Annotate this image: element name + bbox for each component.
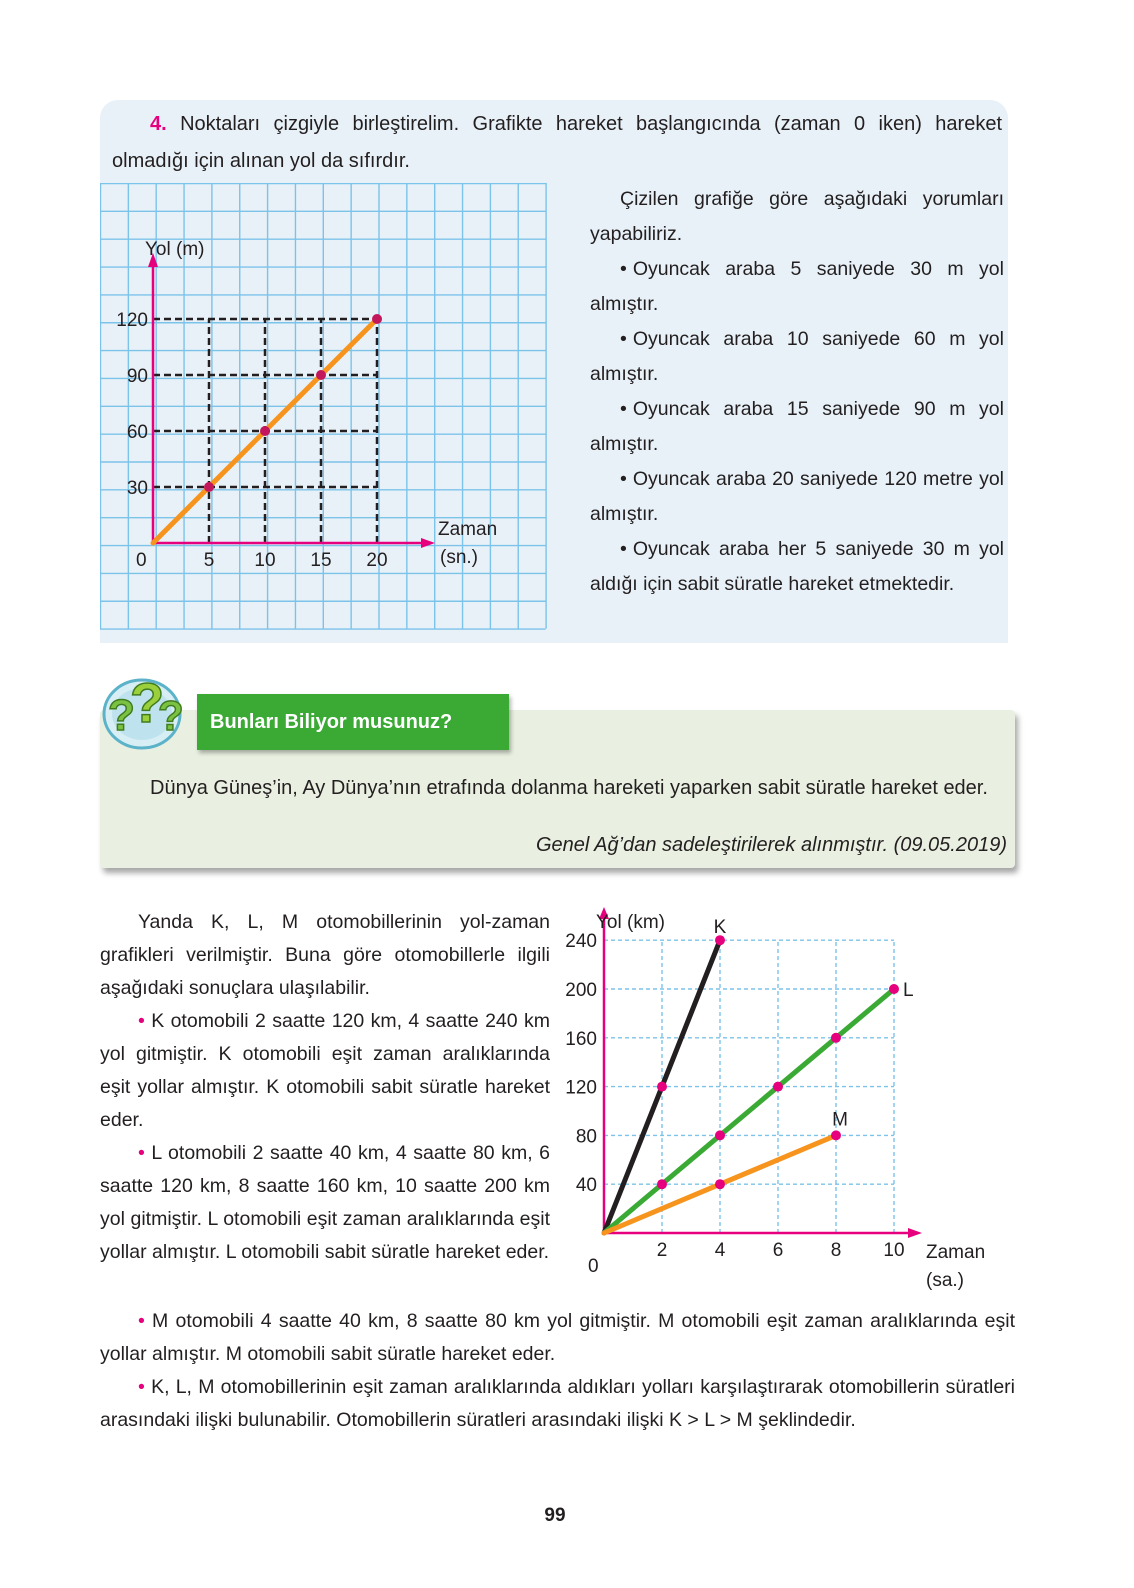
bullet-icon: • — [138, 1142, 145, 1164]
graph-comments — [590, 182, 1004, 602]
comment-bullet: Oyuncak araba 20 saniyede 120 metre yol almıştır. — [590, 468, 1004, 525]
section-4-intro — [112, 106, 1002, 180]
series-label-k: K — [713, 917, 727, 939]
data-point — [831, 1130, 841, 1140]
data-point — [316, 370, 326, 380]
comment-bullet: Oyuncak araba 10 saniyede 60 m yol almıştır. — [590, 328, 1004, 385]
cars-explanation — [100, 906, 550, 1269]
x-tick-label: 15 — [310, 550, 332, 571]
y-tick-label: 80 — [575, 1126, 597, 1148]
y-axis-label: Yol (km) — [596, 912, 665, 933]
comment-bullet: Oyuncak araba 5 saniyede 30 m yol almıştır. — [590, 258, 1004, 315]
origin-label: 0 — [588, 1256, 599, 1277]
distance-time-graph-toy-car — [100, 183, 550, 630]
question-marks-icon — [100, 672, 192, 752]
bullet-icon: • — [138, 1310, 145, 1332]
bullet-icon: • — [620, 538, 627, 560]
bullet-icon: • — [620, 468, 627, 490]
data-point — [260, 426, 270, 436]
series-label-m: M — [832, 1109, 848, 1131]
y-tick-label: 40 — [575, 1175, 597, 1197]
series-line-l — [604, 989, 894, 1233]
did-you-know-body: Dünya Güneş’in, Ay Dünya’nın etrafında dolanma hareketi yaparken sabit süratle hareket eder. — [150, 777, 988, 799]
x-axis-arrow-icon — [421, 538, 435, 548]
x-axis-arrow-icon — [908, 1228, 922, 1238]
cars-intro: Yanda K, L, M otomobillerinin yol-zaman grafikleri verilmiştir. Buna göre otomobillerle ilgili aşağıdaki sonuçlara ulaşılabilir. — [100, 911, 550, 999]
x-tick-label: 4 — [714, 1240, 726, 1261]
y-tick-label: 120 — [116, 310, 148, 331]
bullet-compare: K, L, M otomobillerinin eşit zaman aralıklarında aldıkları yolları karşılaştırarak otomobillerin süratleri arasındaki ilişki bulunabilir. Otomobillerin süratleri arasındaki ilişki K > L > M şeklindedir. — [100, 1376, 1016, 1431]
data-point — [889, 984, 899, 994]
x-tick-label: 2 — [656, 1240, 668, 1261]
section-number: 4. — [150, 113, 167, 135]
graph-axes — [599, 907, 922, 1238]
cars-conclusions — [100, 1305, 1015, 1437]
y-axis-label: Yol (m) — [145, 239, 205, 260]
origin-label: 0 — [136, 550, 147, 571]
x-tick-label: 6 — [772, 1240, 784, 1261]
data-lines — [604, 935, 899, 1233]
did-you-know-text — [112, 772, 1007, 805]
comment-bullet: Oyuncak araba her 5 saniyede 30 m yol aldığı için sabit süratle hareket etmektedir. — [590, 538, 1004, 595]
bullet-icon: • — [620, 398, 627, 420]
y-tick-label: 240 — [565, 931, 597, 953]
bullet-m: M otomobili 4 saatte 40 km, 8 saatte 80 km yol gitmiştir. M otomobili eşit zaman aralıklarında eşit yollar almıştır. M otomobili sabit süratle hareket eder. — [100, 1310, 1015, 1365]
page-number: 99 — [544, 1505, 566, 1526]
graph-grid — [604, 940, 894, 1233]
distance-time-graph-cars — [560, 905, 1020, 1290]
data-point — [715, 1179, 725, 1189]
bullet-icon: • — [138, 1010, 145, 1032]
data-point — [204, 482, 214, 492]
y-tick-label: 200 — [565, 980, 597, 1001]
y-tick-label: 60 — [126, 422, 148, 443]
series-label-l: L — [903, 980, 914, 1001]
bullet-icon: • — [138, 1376, 145, 1398]
data-point — [831, 1033, 841, 1043]
y-tick-label: 160 — [565, 1028, 597, 1050]
data-point — [773, 1082, 783, 1092]
svg-text:?: ? — [158, 692, 184, 739]
y-tick-label: 90 — [126, 366, 148, 387]
svg-text:?: ? — [108, 691, 135, 740]
comments-intro: Çizilen grafiğe göre aşağıdaki yorumları yapabiliriz. — [590, 188, 1004, 245]
data-point — [657, 1082, 667, 1092]
did-you-know-title: Bunları Biliyor musunuz? — [197, 694, 509, 750]
x-axis-label-line1: Zaman — [926, 1242, 986, 1263]
x-axis-label-line2: (sn.) — [440, 547, 478, 568]
data-point — [715, 1130, 725, 1140]
section-intro-text: Noktaları çizgiyle birleştirelim. Grafikte hareket başlangıcında (zaman 0 iken) hareket olmadığı için alınan yol da sıfırdır. — [112, 113, 1002, 172]
bullet-k: K otomobili 2 saatte 120 km, 4 saatte 240 km yol gitmiştir. K otomobili eşit zaman aralıklarında eşit yollar almıştır. K otomobili sabit süratle hareket eder. — [100, 1010, 550, 1131]
bullet-icon: • — [620, 258, 627, 280]
x-tick-label: 5 — [203, 550, 215, 571]
bullet-icon: • — [620, 328, 627, 350]
data-point — [657, 1179, 667, 1189]
svg-text:?: ? — [130, 672, 165, 734]
did-you-know-source: Genel Ağ’dan sadeleştirilerek alınmıştır. (09.05.2019) — [536, 834, 1007, 856]
comment-bullet: Oyuncak araba 15 saniyede 90 m yol almıştır. — [590, 398, 1004, 455]
x-tick-label: 10 — [254, 550, 276, 571]
x-tick-label: 10 — [883, 1240, 905, 1261]
x-tick-label: 8 — [830, 1240, 842, 1261]
x-tick-label: 20 — [366, 550, 388, 571]
x-axis-label-line2: (sa.) — [926, 1270, 964, 1290]
y-tick-label: 120 — [565, 1077, 597, 1099]
bullet-l: L otomobili 2 saatte 40 km, 4 saatte 80 km, 6 saatte 120 km, 8 saatte 160 km, 10 saatte 200 km yol gitmiştir. L otomobili eşit zaman aralıklarında eşit yollar almıştır. L otomobili sabit süratle hareket eder. — [100, 1142, 550, 1263]
data-point — [372, 314, 382, 324]
y-tick-label: 30 — [126, 478, 148, 499]
x-axis-label-line1: Zaman — [438, 519, 498, 540]
